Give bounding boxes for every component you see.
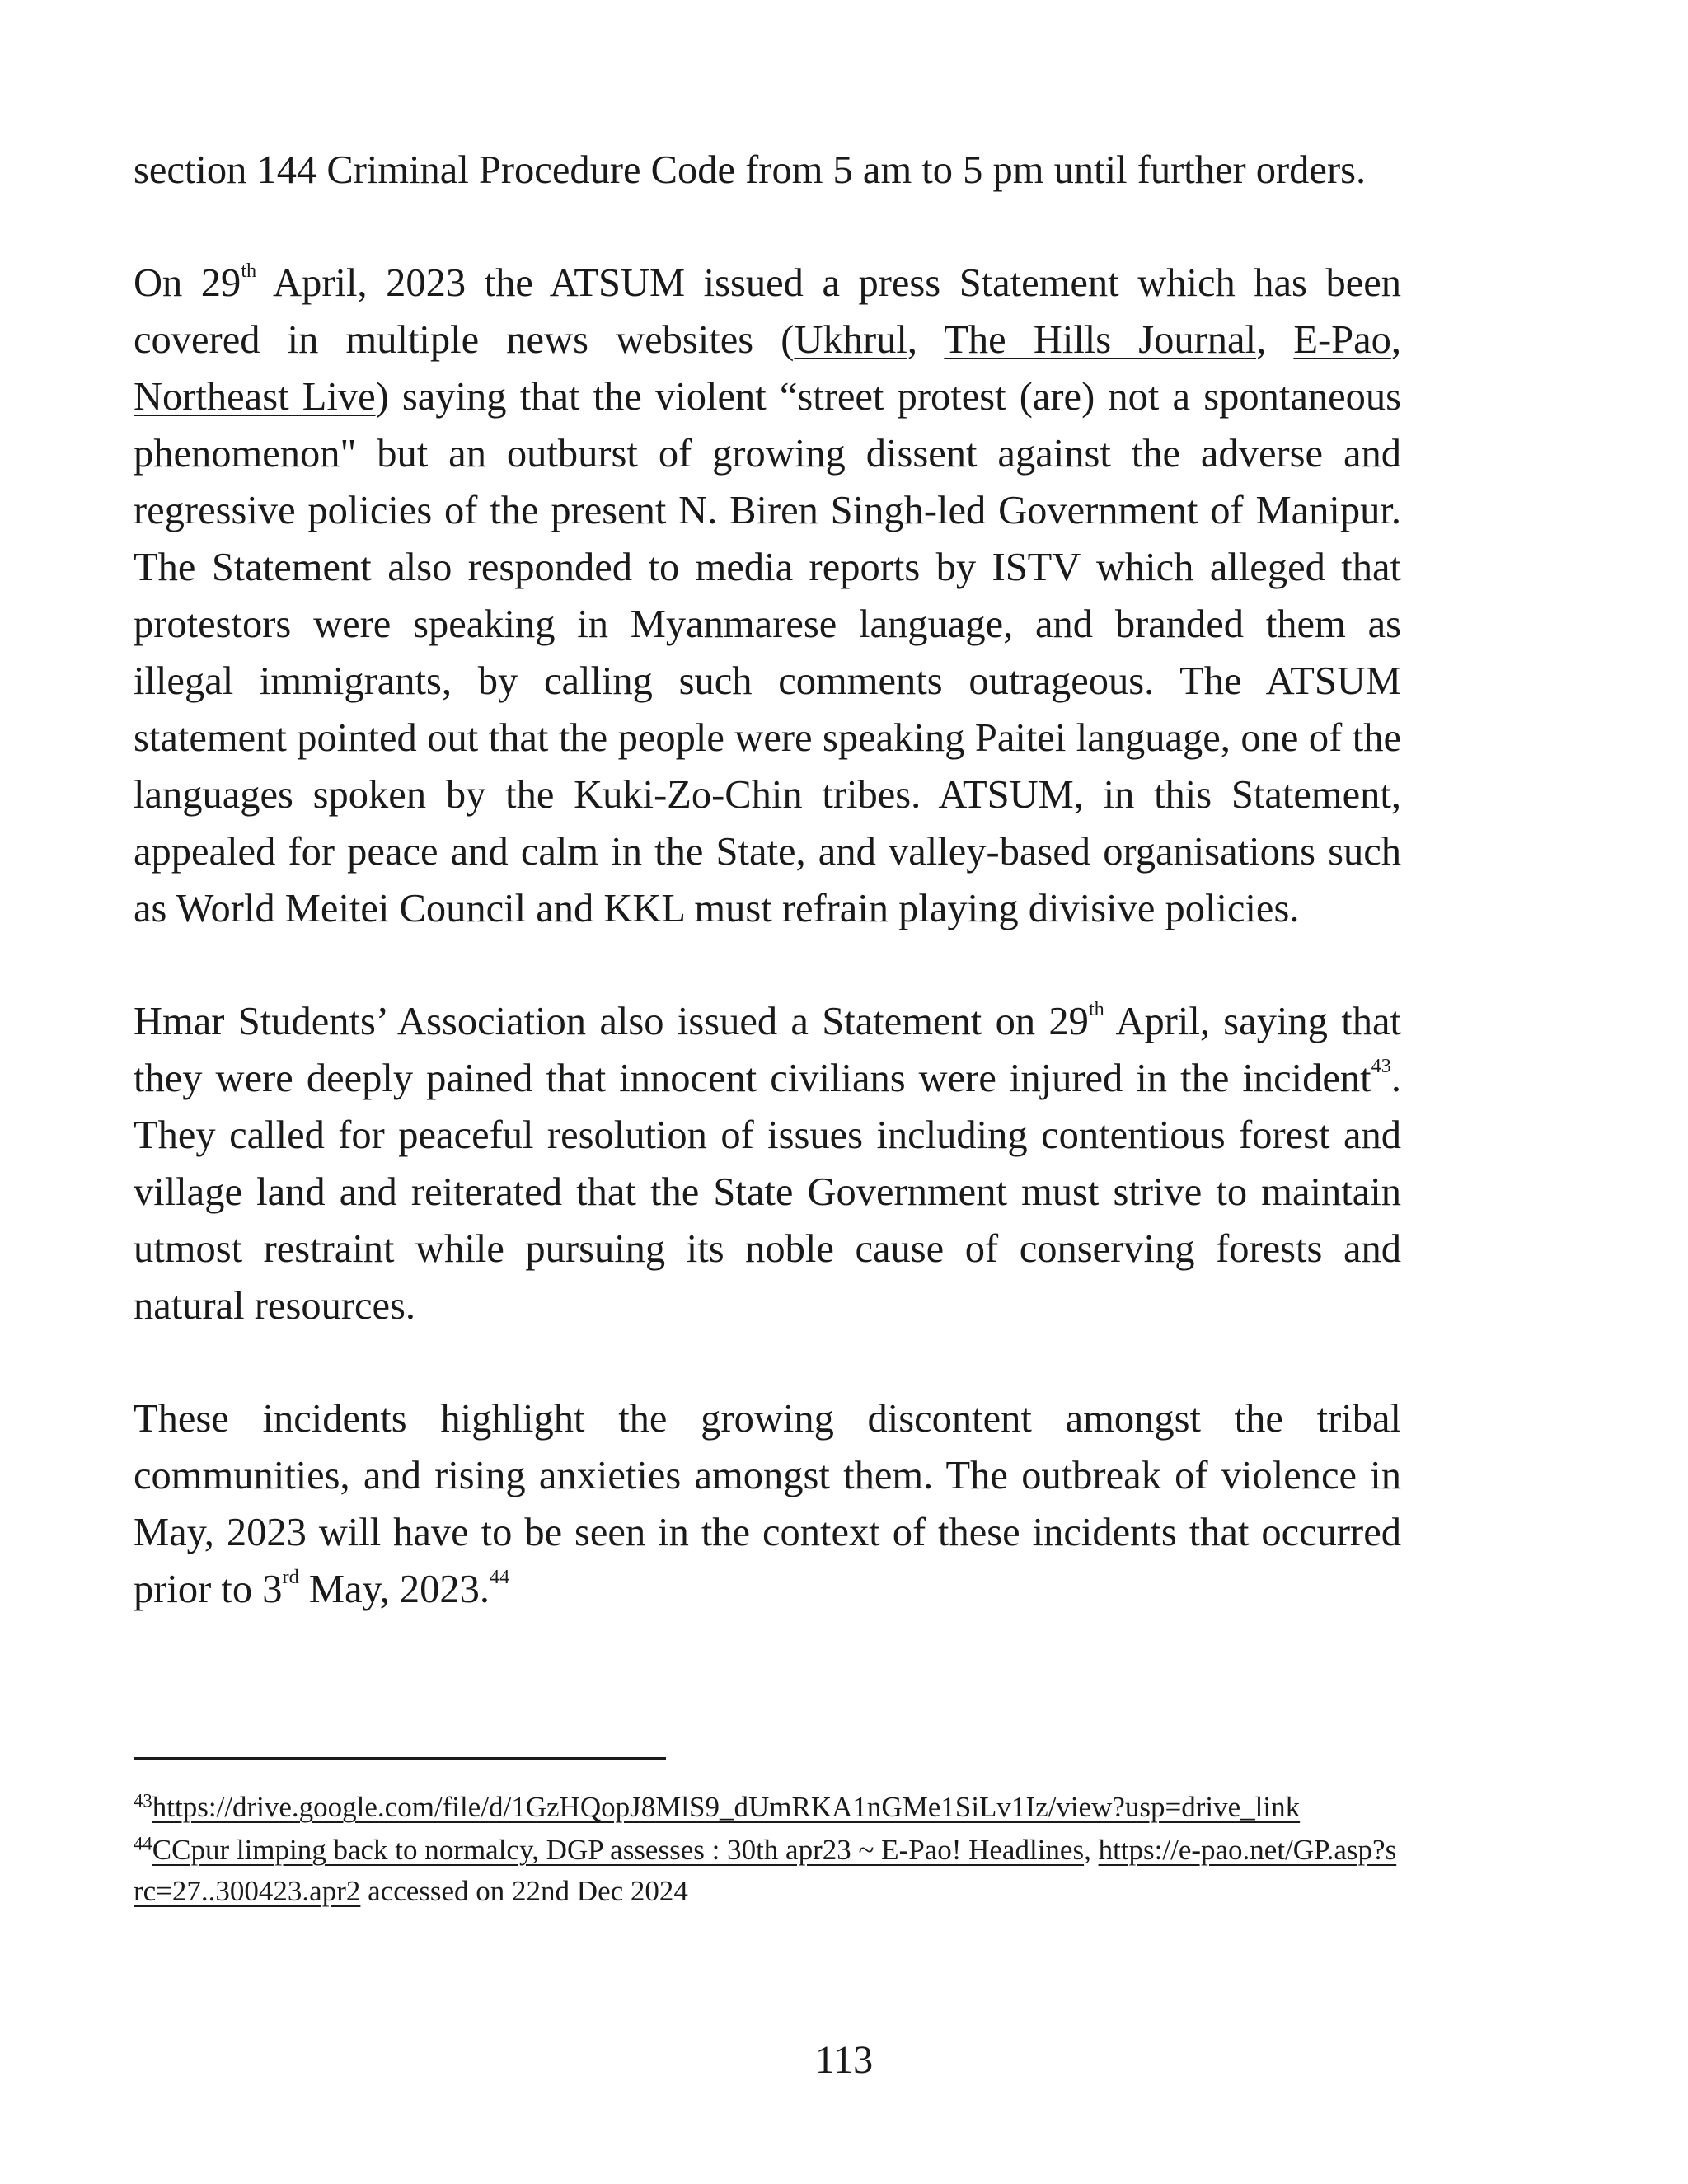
separator: , (907, 318, 945, 362)
text-run: April, saying that they were deeply pained that innocent civilians were injured in the incident (134, 1000, 1401, 1100)
paragraph-text: section 144 Criminal Procedure Code from 5 am to 5 pm until further orders. (134, 148, 1367, 192)
separator: , (1390, 318, 1402, 362)
link-e-pao[interactable]: E-Pao (1293, 318, 1391, 362)
link-the-hills-journal[interactable]: The Hills Journal (944, 318, 1257, 362)
footnote-43 (134, 1787, 1403, 1828)
footnote-marker: 44 (134, 1833, 152, 1854)
paragraph-atsum-statement (134, 255, 1401, 937)
footnote-ref-43[interactable]: 43 (1371, 1054, 1391, 1077)
footnote-marker: 43 (134, 1790, 152, 1811)
footnote-ref-44[interactable]: 44 (489, 1565, 510, 1588)
page-number: 113 (814, 2038, 874, 2082)
footnote-43-link[interactable]: https://drive.google.com/file/d/1GzHQopJ8MlS9_dUmRKA1nGMe1SiLv1Iz/view?usp=drive_link (152, 1791, 1301, 1823)
footnotes (134, 1787, 1403, 1914)
text-run: April, 2023 the ATSUM issued a press Statement which has been covered in multiple news websites ( (134, 261, 1401, 362)
separator: , (1256, 318, 1294, 362)
footnote-44 (134, 1830, 1403, 1912)
text-run: Hmar Students’ Association also issued a Statement on 29 (134, 1000, 1089, 1043)
footnote-divider (134, 1757, 666, 1760)
footnote-44-url-link[interactable]: https://e-pao.net/GP.asp?src=27..300423.apr2 (134, 1834, 1397, 1907)
link-ukhrul[interactable]: Ukhrul (794, 318, 907, 362)
text-run: May, 2023. (298, 1568, 490, 1611)
text-run: . They called for peaceful resolution of issues including contentious forest and village land and reiterated that the State Government must strive to maintain utmost restraint while pursuing its noble cause of conserving forests and natural resources. (134, 1057, 1401, 1328)
text-run: On 29 (134, 261, 241, 305)
paragraph-hmar-statement (134, 993, 1401, 1334)
ordinal-suffix: th (241, 259, 257, 282)
footnote-44-accessed: accessed on 22nd Dec 2024 (360, 1875, 688, 1907)
paragraph-conclusion (134, 1390, 1401, 1618)
ordinal-suffix: rd (282, 1565, 299, 1588)
ordinal-suffix: th (1088, 997, 1104, 1020)
separator: , (1084, 1834, 1099, 1866)
link-northeast-live[interactable]: Northeast Live (134, 375, 376, 419)
text-run: ) saying that the violent “street protest (are) not a spontaneous phenomenon" but an outburst of growing dissent against the adverse and regressive policies of the present N. Biren Singh-led Government of Manipur. The Statement also responded to media reports by ISTV which alleged that protestors were speaking in Myanmarese language, and branded them as illegal immigrants, by calling such comments outrageous. The ATSUM statement pointed out that the people were speaking Paitei language, one of the languages spoken by the Kuki-Zo-Chin tribes. ATSUM, in this Statement, appealed for peace and calm in the State, and valley-based organisations such as World Meitei Council and KKL must refrain playing divisive policies. (134, 375, 1401, 930)
text-run: These incidents highlight the growing discontent amongst the tribal communities, and rising anxieties amongst them. The outbreak of violence in May, 2023 will have to be seen in the context of these incidents that occurred prior to 3 (134, 1397, 1401, 1611)
footnote-44-title-link[interactable]: CCpur limping back to normalcy, DGP assesses : 30th apr23 ~ E-Pao! Headlines (152, 1834, 1085, 1866)
paragraph-section-144 (134, 142, 1401, 199)
page-body (134, 142, 1401, 1674)
